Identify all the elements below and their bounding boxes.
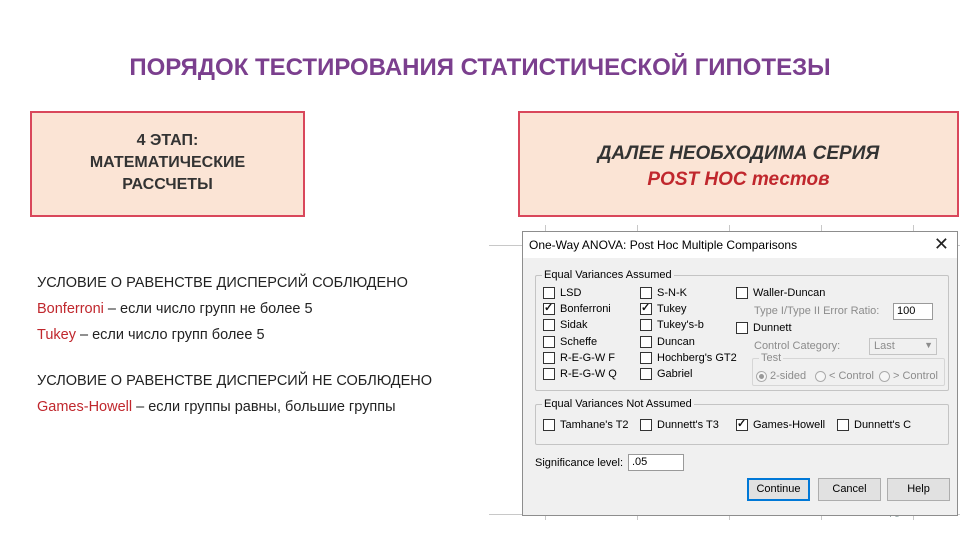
equal-variance-heading: УСЛОВИЕ О РАВЕНСТВЕ ДИСПЕРСИЙ СОБЛЮДЕНО [37,275,408,291]
chevron-down-icon: ▼ [924,340,933,350]
checkbox-label: Scheffe [560,335,598,348]
checkbox-label: LSD [560,287,582,299]
bonferroni-text: – если число групп не более 5 [103,301,313,317]
radio-dot [815,371,826,382]
control-category-label: Control Category: [754,340,841,352]
tukey-rule [37,322,432,348]
slide-title: ПОРЯДОК ТЕСТИРОВАНИЯ СТАТИСТИЧЕСКОЙ ГИПОТЕЗЫ [129,54,831,81]
gabriel-checkbox[interactable] [640,368,692,380]
dunnett-s-c-checkbox[interactable] [837,419,911,431]
significance-label: Significance level: [535,457,624,469]
r-e-g-w-q-checkbox[interactable] [543,368,617,380]
dialog-titlebar[interactable] [523,232,957,258]
next-step-line2: POST HOC тестов [647,169,830,190]
next-step-box [518,111,959,217]
tukey-s-b-checkbox[interactable] [640,319,704,331]
checkbox-box [640,352,652,364]
radio-label: < Control [829,370,874,382]
r-e-g-w-f-checkbox[interactable] [543,352,615,364]
significance-field[interactable]: .05 [628,454,684,471]
checkbox-box [543,287,555,299]
unequal-variances-label: Equal Variances Not Assumed [544,398,692,410]
checkbox-box [640,419,652,431]
checkbox-box [543,352,555,364]
checkbox-box [736,419,748,431]
duncan-checkbox[interactable] [640,336,695,348]
test-label: Test [761,352,782,364]
checkbox-label: Dunnett [753,322,792,334]
checkbox-label: Games-Howell [753,419,826,431]
checkbox-label: Dunnett's C [854,419,912,431]
checkbox-box [640,319,652,331]
games-howell-name: Games-Howell [37,399,133,415]
checkbox-box [736,287,748,299]
next-step-line1: ДАЛЕЕ НЕОБХОДИМА СЕРИЯ [597,143,880,164]
checkbox-label: Duncan [657,335,695,348]
radio-2-sided[interactable] [756,370,806,382]
checkbox-label: Gabriel [657,368,693,380]
equal-variances-label: Equal Variances Assumed [544,269,672,281]
control-category-value: Last [874,340,895,352]
checkbox-label: S-N-K [657,287,687,299]
checkbox-label: Tamhane's T2 [560,419,629,431]
post-hoc-dialog [522,231,958,516]
stage-box [30,111,305,217]
checkbox-box [736,322,748,334]
radio-greater-control[interactable] [879,370,938,382]
checkbox-label: Bonferroni [560,303,611,316]
s-n-k-checkbox[interactable] [640,287,687,299]
lsd-checkbox[interactable] [543,287,581,299]
continue-button[interactable]: Continue [747,478,810,501]
radio-label: > Control [893,370,938,382]
checkbox-box [543,303,555,315]
hochberg-s-gt2-checkbox[interactable] [640,352,737,364]
games-howell-rule [37,394,432,420]
close-icon[interactable]: ✕ [933,234,949,254]
bonferroni-checkbox[interactable] [543,303,611,315]
stage-box-line2: МАТЕМАТИЧЕСКИЕ [89,154,246,171]
checkbox-label: Dunnett's T3 [657,419,719,431]
games-howell-text: – если группы равны, большие группы [132,399,396,415]
stage-box-line1: 4 ЭТАП: [136,132,199,149]
checkbox-box [543,336,555,348]
checkbox-label: Waller-Duncan [753,287,826,299]
checkbox-box [640,303,652,315]
scheffe-checkbox[interactable] [543,336,597,348]
checkbox-box [640,336,652,348]
radio-less-control[interactable] [815,370,874,382]
checkbox-box [640,368,652,380]
checkbox-label: Sidak [560,319,588,332]
help-button[interactable]: Help [887,478,950,501]
radio-dot [756,371,767,382]
checkbox-label: Tukey [657,303,687,316]
tukey-checkbox[interactable] [640,303,687,315]
bonferroni-rule [37,296,432,322]
checkbox-label: Hochberg's GT2 [657,351,737,364]
checkbox-box [837,419,849,431]
checkbox-box [543,368,555,380]
radio-label: 2-sided [770,370,807,382]
error-ratio-field[interactable]: 100 [893,303,933,320]
checkbox-label: R-E-G-W F [560,351,615,364]
checkbox-box [543,419,555,431]
tamhane-s-t2-checkbox[interactable] [543,419,629,431]
bonferroni-name: Bonferroni [37,301,104,317]
dialog-title: One-Way ANOVA: Post Hoc Multiple Comparisons [529,238,798,252]
stage-box-line3: РАССЧЕТЫ [122,176,213,193]
games-howell-checkbox[interactable] [736,419,825,431]
radio-dot [879,371,890,382]
tukey-name: Tukey [37,327,76,343]
checkbox-label: Tukey's-b [657,319,704,332]
unequal-variance-heading: УСЛОВИЕ О РАВЕНСТВЕ ДИСПЕРСИЙ НЕ СОБЛЮДЕНО [37,373,433,389]
checkbox-box [543,319,555,331]
dunnett-s-t3-checkbox[interactable] [640,419,719,431]
dunnett-checkbox[interactable] [736,322,792,334]
waller-duncan-checkbox[interactable] [736,287,825,299]
checkbox-box [640,287,652,299]
checkbox-label: R-E-G-W Q [560,368,617,380]
sidak-checkbox[interactable] [543,319,588,331]
conditions-text [37,270,432,420]
error-ratio-label: Type I/Type II Error Ratio: [754,305,880,317]
tukey-text: – если число групп более 5 [75,327,265,343]
cancel-button[interactable]: Cancel [818,478,881,501]
